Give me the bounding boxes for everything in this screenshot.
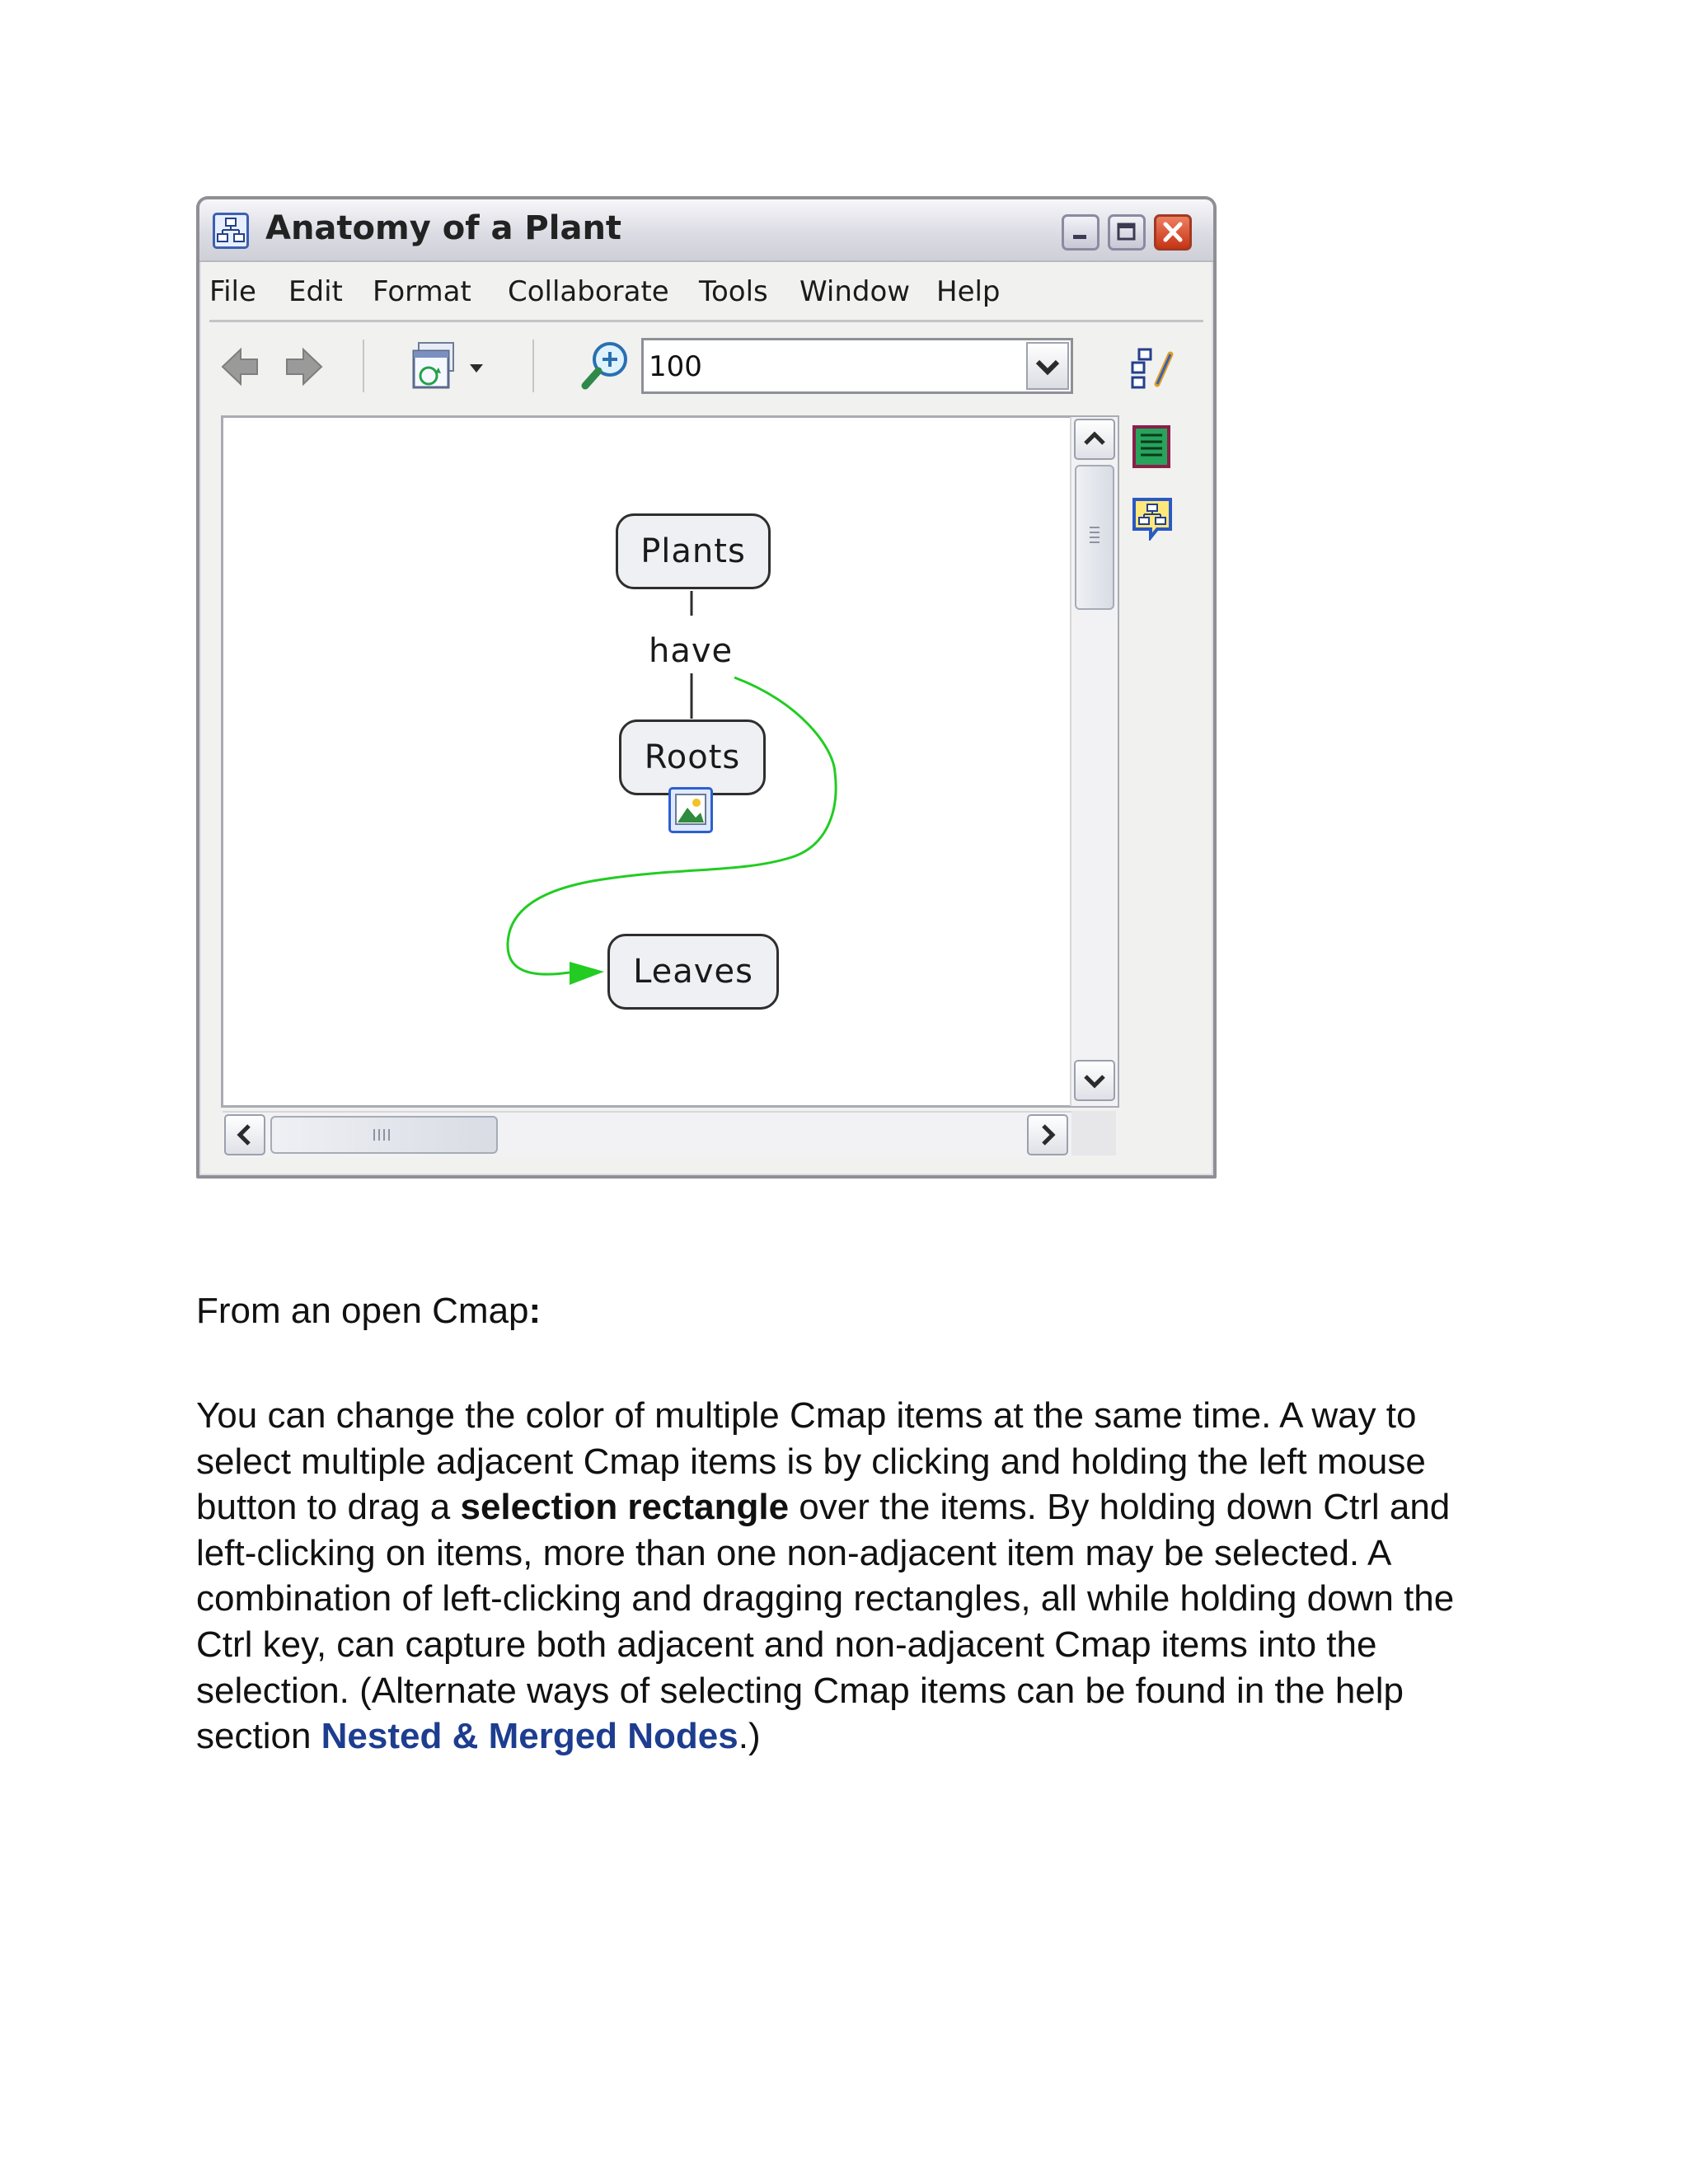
close-icon bbox=[1156, 217, 1189, 248]
intro-colon: : bbox=[528, 1291, 542, 1331]
concept-leaves[interactable]: Leaves bbox=[607, 934, 779, 1010]
minimize-icon bbox=[1064, 217, 1097, 248]
minimize-button[interactable] bbox=[1062, 214, 1100, 251]
menu-format[interactable]: Format bbox=[373, 275, 471, 308]
forward-arrow-icon[interactable] bbox=[280, 344, 325, 389]
styles-palette-icon[interactable] bbox=[1129, 344, 1175, 391]
cmap-window bbox=[196, 196, 1217, 1179]
map-canvas[interactable] bbox=[221, 415, 1119, 1108]
paragraph-part-2: over the items. By holding down Ctrl and left-clicking on items, more than one non-adjacent item may be selected. A combination of left-clicking and dragging rectangles, all while holding down the Ctrl key, can capture both adjacent and non-adjacent Cmap items into the selection. (Alternate ways of selecting Cmap items can be found in the help section bbox=[196, 1487, 1455, 1757]
cmap-app-icon bbox=[213, 213, 249, 249]
scrollbar-corner bbox=[1071, 1111, 1116, 1155]
menu-help[interactable]: Help bbox=[936, 275, 1001, 308]
back-arrow-icon[interactable] bbox=[219, 344, 264, 389]
horizontal-scrollbar[interactable] bbox=[223, 1111, 1071, 1157]
instruction-paragraph bbox=[196, 1393, 1482, 1760]
zoom-dropdown-button[interactable] bbox=[1026, 342, 1069, 390]
maximize-button[interactable] bbox=[1108, 214, 1146, 251]
chevron-down-icon bbox=[1028, 344, 1067, 388]
zoom-magnifier-icon[interactable] bbox=[579, 338, 633, 392]
toolbar-divider bbox=[532, 340, 534, 392]
help-link-nested-merged-nodes[interactable]: Nested & Merged Nodes bbox=[321, 1716, 738, 1757]
vertical-scroll-thumb[interactable] bbox=[1075, 465, 1114, 610]
image-resource-icon[interactable] bbox=[668, 787, 713, 833]
vertical-scrollbar[interactable] bbox=[1070, 417, 1118, 1106]
menu-collaborate[interactable]: Collaborate bbox=[508, 275, 669, 308]
scroll-right-button[interactable] bbox=[1027, 1114, 1068, 1155]
intro-line bbox=[196, 1291, 541, 1332]
zoom-combobox[interactable] bbox=[641, 338, 1073, 394]
menu-window[interactable]: Window bbox=[799, 275, 911, 308]
intro-text: From an open Cmap bbox=[196, 1291, 529, 1331]
menu-divider bbox=[209, 320, 1203, 322]
menu-file[interactable]: File bbox=[209, 275, 256, 308]
maximize-icon bbox=[1110, 217, 1143, 248]
zoom-value: 100 bbox=[649, 350, 702, 383]
info-panel-icon[interactable] bbox=[1129, 424, 1175, 470]
menu-bar bbox=[209, 264, 1203, 318]
scroll-up-button[interactable] bbox=[1074, 419, 1115, 460]
concept-plants[interactable]: Plants bbox=[616, 513, 771, 589]
chevron-right-icon bbox=[1029, 1116, 1067, 1154]
bold-term: selection rectangle bbox=[460, 1487, 790, 1528]
paragraph-end: .) bbox=[738, 1716, 761, 1757]
menu-edit[interactable]: Edit bbox=[288, 275, 343, 308]
linking-phrase-have[interactable]: have bbox=[645, 632, 736, 670]
arrowhead-icon bbox=[570, 962, 604, 985]
paragraph-part-1: You can change the color of multiple Cmap items at the same time. A way to select multiple adjacent Cmap items is by clicking and holding the left mouse button to drag a bbox=[196, 1395, 1426, 1528]
chevron-down-icon bbox=[1076, 1062, 1114, 1099]
chevron-up-icon bbox=[1076, 420, 1114, 458]
chevron-left-icon bbox=[226, 1116, 264, 1154]
scroll-down-button[interactable] bbox=[1074, 1060, 1115, 1101]
scroll-left-button[interactable] bbox=[224, 1114, 265, 1155]
nested-node-icon[interactable] bbox=[1129, 494, 1175, 541]
window-title: Anatomy of a Plant bbox=[265, 209, 622, 247]
horizontal-scroll-thumb[interactable] bbox=[270, 1116, 498, 1154]
menu-tools[interactable]: Tools bbox=[699, 275, 768, 308]
title-bar[interactable] bbox=[199, 199, 1213, 262]
toolbar-divider bbox=[363, 340, 364, 392]
close-button[interactable] bbox=[1154, 214, 1192, 251]
concept-roots[interactable]: Roots bbox=[619, 719, 766, 795]
views-dropdown-icon[interactable] bbox=[410, 340, 493, 394]
